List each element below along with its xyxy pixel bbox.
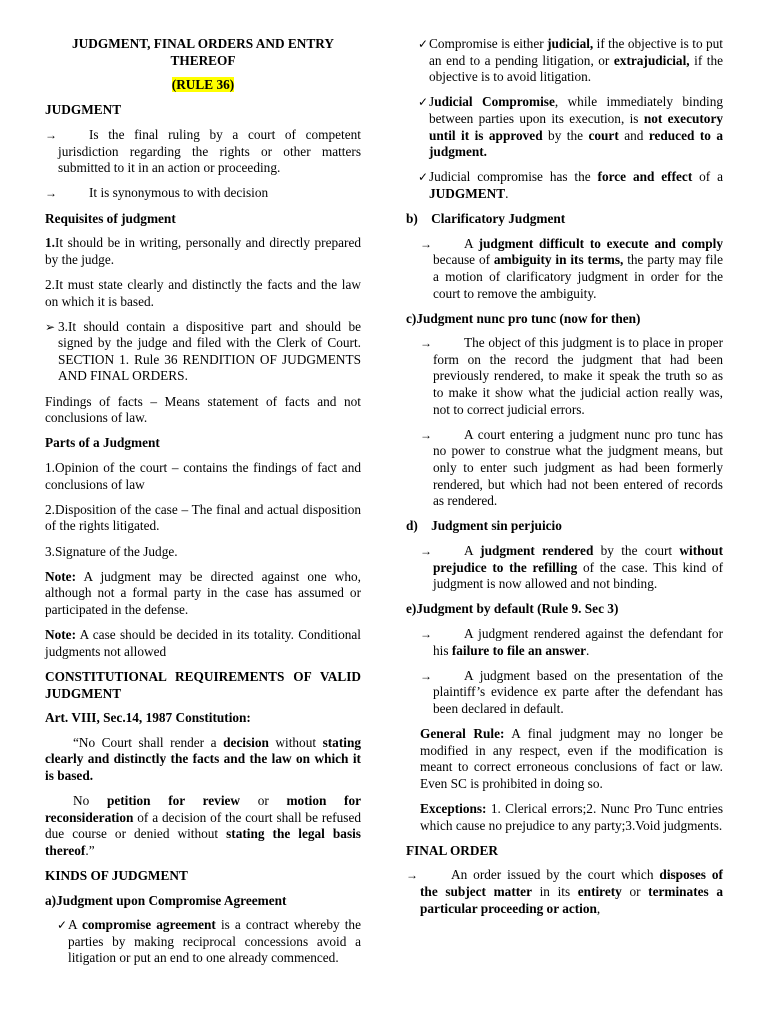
arrow-right-icon: →: [45, 127, 57, 142]
quote-2-part-c: or: [240, 793, 287, 809]
kind-e-heading: e)Judgment by default (Rule 9. Sec 3): [406, 601, 619, 617]
effect-part-e: .: [505, 185, 509, 201]
kind-b-heading: b) Clarificatory Judgment: [406, 211, 566, 227]
quote-1-part-b: decision: [223, 734, 269, 750]
kind-e-item-1: [420, 626, 723, 659]
arrowhead-bullet-icon: ➢: [45, 319, 56, 334]
kind-a-item-1-part-c: is a contract whereby the parties by making reciprocal concessions avoid a litigation or put an end to one already commenced.: [68, 917, 361, 966]
note-1: [45, 569, 361, 619]
requisites-heading: Requisites of judgment: [45, 210, 176, 226]
quote-1-part-d: stating clearly and distinctly the facts and the law on which it is based.: [45, 734, 361, 783]
kind-d-part-c: by the court: [593, 543, 680, 558]
kind-d-part-a: A: [464, 543, 481, 558]
final-order-part-e: or: [621, 884, 649, 900]
kind-a-item-1: [57, 917, 361, 967]
quote-2-part-e: of a decision of the court shall be refused due course or denied without: [45, 809, 361, 842]
judicial-compromise: [418, 94, 723, 160]
kind-a-item-1-part-a: A: [68, 917, 82, 933]
kind-b-part-c: because of: [433, 252, 494, 268]
judgment-definition-2-text: It is synonymous to with decision: [89, 185, 269, 201]
checkmark-icon: ✓: [418, 95, 429, 110]
compromise-types-part-e: if the objective is to avoid litigation.: [429, 52, 724, 85]
kind-b-part-b: judgment difficult to execute and comply: [478, 235, 723, 251]
judicial-compromise-part-g: and: [618, 127, 649, 143]
effect-part-b: force and effect: [597, 169, 693, 185]
quote-2-part-g: .”: [85, 842, 95, 858]
quote-paragraph-1: [45, 735, 361, 785]
kind-c-item-1: [420, 335, 723, 418]
final-order-part-a: An order issued by the court which: [451, 867, 660, 883]
requisite-2: 2.It must state clearly and distinctly the facts and the law on which it is based.: [45, 276, 361, 309]
kind-a-heading: a)Judgment upon Compromise Agreement: [45, 892, 287, 908]
arrow-right-icon: →: [406, 868, 418, 883]
arrow-right-icon: →: [420, 427, 432, 442]
note-1-text: A judgment may be directed against one who, although not a formal party in the case has assumed or participated in the defense.: [45, 568, 361, 617]
exceptions-label: Exceptions:: [420, 801, 487, 817]
requisite-3: [45, 319, 361, 385]
note-2: [45, 627, 361, 660]
kind-d-part-d: without prejudice to the refilling: [433, 543, 723, 575]
note-2-label: Note:: [45, 627, 77, 643]
kind-c-item-2: [420, 427, 723, 510]
exceptions: [420, 801, 723, 834]
requisite-1-number: 1.: [45, 235, 55, 251]
final-order-part-f: terminates a particular proceeding or action: [420, 884, 723, 916]
rule-highlight: (RULE 36): [171, 77, 235, 93]
note-2-text: A case should be decided in its totality. Conditional judgments not allowed: [45, 627, 361, 659]
final-order-definition: [406, 867, 723, 917]
exceptions-text: 1. Clerical errors;2. Nunc Pro Tunc entries which cause no prejudice to any party;3.Void judgments.: [420, 801, 723, 833]
effect-part-d: JUDGMENT: [429, 185, 506, 201]
arrow-right-icon: →: [420, 336, 432, 351]
quote-2-part-a: No: [73, 793, 107, 809]
quote-2-part-b: petition for review: [106, 793, 241, 809]
kind-d-part-b: judgment rendered: [480, 543, 594, 558]
checkmark-icon: ✓: [418, 170, 429, 185]
judicial-compromise-part-a: J: [429, 94, 435, 110]
requisite-1: [45, 235, 361, 268]
general-rule-label: General Rule:: [420, 726, 505, 742]
final-order-part-g: ,: [596, 900, 601, 916]
requisite-1-text: It should be in writing, personally and directly prepared by the judge.: [45, 235, 361, 267]
kind-b-part-a: A: [464, 235, 479, 251]
right-column: [406, 36, 723, 926]
judgment-definition-2: [45, 185, 361, 202]
kind-c-heading: c)Judgment nunc pro tunc (now for then): [406, 310, 641, 326]
constitutional-heading: CONSTITUTIONAL REQUIREMENTS OF VALID JUDGMENT: [45, 668, 361, 701]
judicial-compromise-part-f: court: [588, 127, 619, 143]
kind-b-part-d: ambiguity in its terms,: [493, 252, 624, 268]
compromise-types: [418, 36, 723, 86]
judgment-definition-1: [45, 127, 361, 177]
kind-e-item-2: [420, 668, 723, 718]
kind-e-item-1-part-c: .: [586, 642, 590, 658]
part-2: 2.Disposition of the case – The final and actual disposition of the rights litigated.: [45, 501, 361, 534]
kind-d-part-e: of the case. This kind of judgment is now allowed and not binding.: [433, 559, 723, 592]
judicial-compromise-effect: [418, 169, 723, 202]
requisite-3-text: 3.It should contain a dispositive part and should be signed by the judge and filed with the Clerk of Court. SECTION 1. Rule 36 RENDITION OF JUDGMENTS AND FINAL ORDERS.: [58, 318, 361, 384]
quote-2-part-d: motion for reconsideration: [45, 793, 362, 825]
quote-2-part-f: stating the legal basis thereof: [45, 826, 361, 858]
final-order-part-b: disposes of the subject matter: [420, 867, 723, 900]
compromise-types-part-a: Compromise is either: [429, 36, 548, 51]
parts-heading: Parts of a Judgment: [45, 435, 160, 451]
arrow-right-icon: →: [420, 544, 432, 558]
rule-label: [45, 77, 361, 94]
general-rule-text: A final judgment may no longer be modified in any respect, even if the modification is meant to correct erroneous conclusions of fact or law. Even SC is prohibited in doing so.: [420, 726, 723, 791]
judicial-compromise-part-e: by the: [542, 127, 589, 143]
compromise-types-part-c: if the objective is to put an end to a pending litigation, or: [429, 36, 723, 68]
part-1: 1.Opinion of the court – contains the findings of fact and conclusions of law: [45, 460, 361, 492]
note-1-label: Note:: [45, 568, 77, 584]
kind-e-item-2-text: A judgment based on the presentation of the plaintiff’s evidence ex parte after the defendant has been declared in default.: [433, 667, 723, 716]
judicial-compromise-part-b: udicial Compromise: [434, 94, 555, 110]
kind-c-item-2-text: A court entering a judgment nunc pro tunc has no power to construe what the judgment means, but only to enter such judgment as had been formerly rendered, but which had not been entered of records as rendered.: [433, 426, 723, 509]
final-order-part-c: in its: [531, 884, 578, 900]
quote-1-part-c: without: [268, 734, 323, 750]
arrow-right-icon: →: [45, 186, 57, 201]
arrow-right-icon: →: [420, 236, 432, 251]
kind-d-heading: d) Judgment sin perjuicio: [406, 518, 562, 534]
kind-e-item-1-part-a: A judgment rendered against the defendant for his: [433, 625, 723, 658]
effect-part-a: Judicial compromise has the: [429, 169, 598, 185]
quote-1-part-a: “No Court shall render a: [73, 734, 224, 750]
part-3: 3.Signature of the Judge.: [45, 543, 178, 559]
compromise-types-part-d: extrajudicial,: [613, 52, 690, 68]
arrow-right-icon: →: [420, 668, 432, 683]
effect-part-c: of a: [692, 169, 723, 185]
checkmark-icon: ✓: [418, 37, 429, 51]
final-order-part-d: entirety: [577, 884, 622, 900]
kind-c-item-1-text: The object of this judgment is to place in proper form on the record the judgment that had been previously rendered, to make it speak the truth so as to make it show what the judicial action really was, not to correct judicial errors.: [433, 335, 723, 417]
final-order-heading: FINAL ORDER: [406, 842, 498, 858]
article-heading: Art. VIII, Sec.14, 1987 Constitution:: [45, 710, 251, 726]
judgment-heading: JUDGMENT: [45, 102, 122, 118]
kind-a-item-1-part-b: compromise agreement: [81, 917, 216, 933]
kind-b-item: [420, 236, 723, 302]
arrow-right-icon: →: [420, 626, 432, 641]
judicial-compromise-part-d: not executory until it is approved: [429, 110, 723, 143]
judicial-compromise-part-h: reduced to a judgment.: [429, 127, 723, 160]
judgment-definition-1-text: Is the final ruling by a court of competent jurisdiction regarding the rights or other matters submitted to it in an action or proceeding.: [58, 126, 361, 176]
checkmark-icon: ✓: [57, 918, 68, 933]
left-column: [45, 36, 361, 976]
kinds-heading: KINDS OF JUDGMENT: [45, 868, 188, 884]
general-rule: [420, 726, 723, 792]
findings-of-facts: Findings of facts – Means statement of facts and not conclusions of law.: [45, 393, 361, 426]
kind-d-item: [420, 543, 723, 593]
kind-e-item-1-part-b: failure to file an answer: [451, 642, 587, 658]
compromise-types-part-b: judicial,: [547, 36, 594, 51]
document-title: JUDGMENT, FINAL ORDERS AND ENTRY THEREOF: [72, 36, 334, 68]
kind-b-part-e: the party may file a motion of clarificatory judgment in order for the court to remove the ambiguity.: [433, 252, 723, 301]
quote-paragraph-2: [45, 793, 361, 859]
judicial-compromise-part-c: , while immediately binding between parties upon its execution, is: [429, 94, 723, 126]
